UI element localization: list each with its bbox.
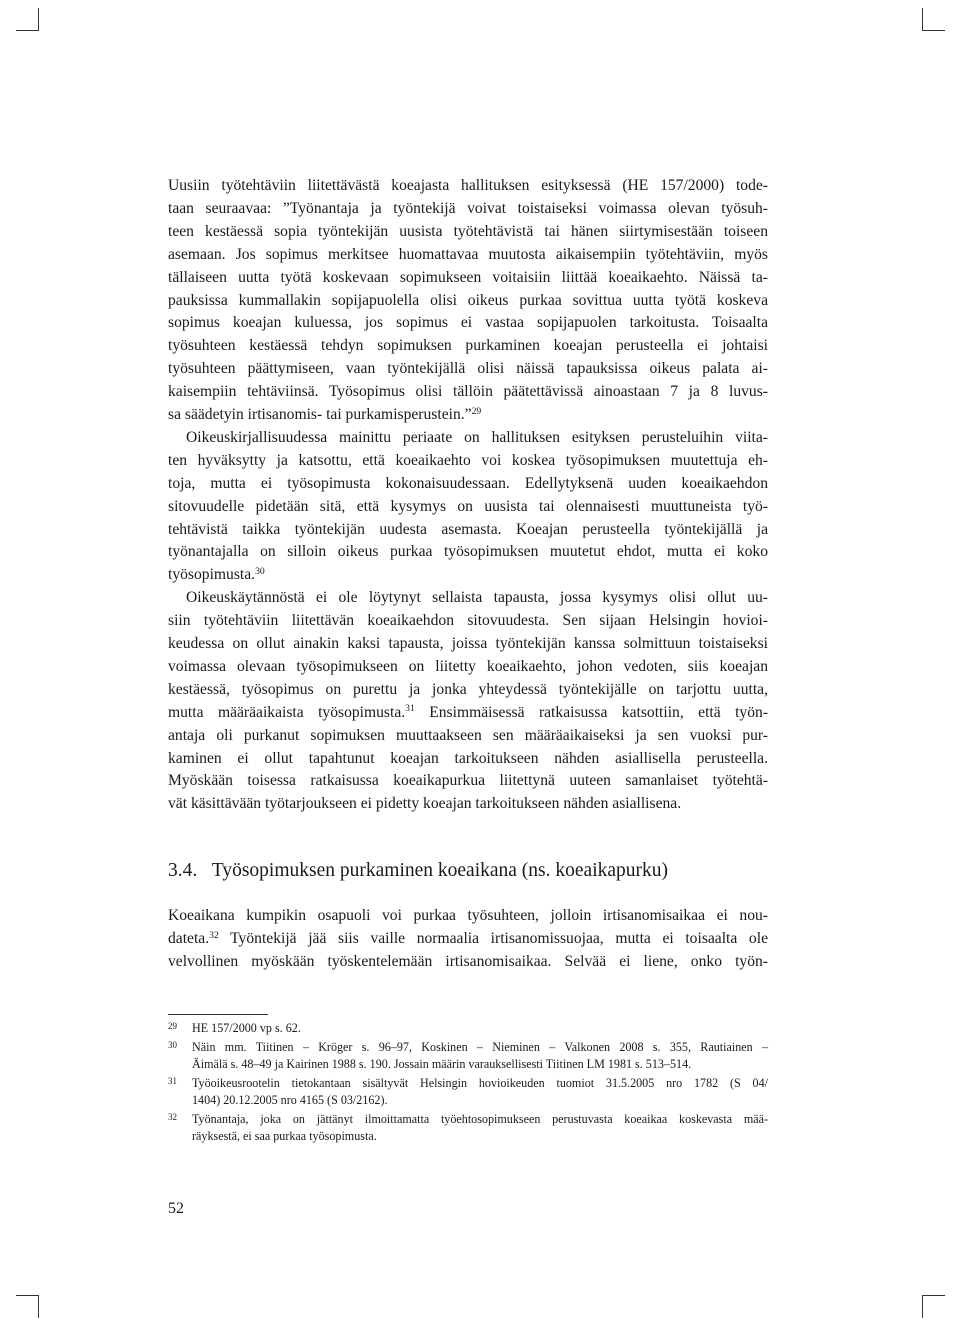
text-line-content: työsuhteen päättymiseen, vaan työntekijällä olisi näissä tapauksissa oikeus palata ai- xyxy=(168,360,768,378)
text-line-content: pauksissa kummallakin sopijapuolella olisi oikeus purkaa sovittua uutta työtä koskeva xyxy=(168,291,768,309)
text-line-content: Oikeuskirjallisuudessa mainittu periaate on hallituksen esityksen perusteluihin viita- xyxy=(186,428,768,446)
footnote-line: Näin mm. Tiitinen – Kröger s. 96–97, Koskinen – Nieminen – Valkonen 2008 s. 355, Rautiainen – xyxy=(192,1040,768,1054)
text-line-content: velvollinen myöskään työskentelemään irtisanomisaikaa. Selvää ei liene, onko työn- xyxy=(168,953,768,970)
footnote-line: 1404) 20.12.2005 nro 4165 (S 03/2162). xyxy=(192,1093,388,1107)
text-line xyxy=(168,381,768,403)
text-line xyxy=(168,175,768,197)
crop-mark-top-left xyxy=(16,8,39,31)
text-line-content: kaminen ei ollut tapahtunut koeajan tarkoitukseen nähden asiallisella perusteella. xyxy=(168,749,768,767)
text-line xyxy=(168,541,768,563)
text-line xyxy=(168,951,768,973)
text-line xyxy=(168,267,768,289)
text-line-content: tehtävistä taikka työntekijän uudesta asemasta. Koeajan perusteella työntekijällä ja xyxy=(168,520,768,538)
text-line-content: sa säädetyin irtisanomis- tai purkamisperustein.” xyxy=(168,406,472,423)
text-line-content: dateta. xyxy=(168,930,210,947)
text-line xyxy=(168,198,768,220)
text-line xyxy=(168,519,768,541)
text-line-content: Koeaikana kumpikin osapuoli voi purkaa työsuhteen, jolloin irtisanomisaikaa ei nou- xyxy=(168,907,768,924)
text-line xyxy=(168,221,768,243)
text-line-content: sitovuudelle pidetään sitä, että kysymys on uusista tai olennaisesti muuttuneista työ- xyxy=(168,497,768,515)
footnote-number: 32 xyxy=(168,1112,177,1122)
text-line-content: mutta määräaikaista työsopimusta. xyxy=(168,703,406,721)
footnote-ref: 30 xyxy=(255,565,265,577)
text-line xyxy=(168,358,768,380)
section-number: 3.4. xyxy=(168,860,198,881)
footnote-ref: 29 xyxy=(471,405,482,417)
text-line-content: työsuhteen kestäessä tehdyn sopimuksen purkaminen koeajan perusteella ei johtaisi xyxy=(168,337,768,355)
footnote-number: 29 xyxy=(168,1021,177,1031)
text-line xyxy=(168,610,768,632)
text-line xyxy=(168,473,768,495)
text-line xyxy=(168,905,768,927)
text-line-content: siin työtehtäviin liitettävän koeaikaehdon sitovuudesta. Sen sijaan Helsingin hovioi- xyxy=(168,612,768,630)
text-line xyxy=(168,748,768,770)
text-line xyxy=(186,587,768,609)
text-line xyxy=(168,770,768,792)
section-heading xyxy=(168,856,668,886)
text-line-content: teen kestäessä sopia työntekijän uusista työtehtävistä tai hänen siirtymisestään toiseen xyxy=(168,222,768,240)
text-line-content: toja, mutta ei työsopimusta kokonaisuudessaan. Edellytyksenä uuden koeaikaehdon xyxy=(168,474,768,492)
text-line-content: keudessa on ollut ainakin kaksi tapausta, joissa työntekijän kanssa solmittuun toistaiseksi xyxy=(168,635,768,652)
text-line xyxy=(168,679,768,701)
text-line-continuation: Ensimmäisessä ratkaisussa katsottiin, että työn- xyxy=(414,703,769,721)
footnote-separator xyxy=(168,1014,268,1015)
text-line xyxy=(168,928,768,950)
text-line xyxy=(168,656,768,678)
text-line-content: Uusiin työtehtäviin liitettävästä koeajasta hallituksen esityksessä (HE 157/2000) tode- xyxy=(168,177,768,194)
footnote-line: räyksestä, ei saa purkaa työsopimusta. xyxy=(192,1129,377,1143)
text-line xyxy=(168,496,768,518)
footnote-number: 31 xyxy=(168,1076,177,1086)
footnote-ref: 31 xyxy=(405,703,415,715)
text-line-content: Oikeuskäytännöstä ei ole löytynyt sellaista tapausta, jossa kysymys olisi ollut uu- xyxy=(186,589,768,607)
text-line-content: sopimus koeajan kuluessa, jos sopimus ei vastaa sopijapuolen tarkoitusta. Toisaalta xyxy=(168,314,768,332)
text-line-content: kestäessä, työsopimus on purettu ja jonka yhteydessä työntekijälle on tarjottu uutta, xyxy=(168,680,768,698)
text-line xyxy=(168,564,768,586)
text-line-content: työnantajalla on silloin oikeus purkaa työsopimuksen muutetut ehdot, mutta ei koko xyxy=(168,543,768,561)
text-line xyxy=(168,244,768,266)
text-line xyxy=(168,335,768,357)
crop-mark-bottom-left xyxy=(16,1295,39,1318)
text-line-content: voimassa olevaan työsopimukseen on liitetty koeaikaehto, johon vedoten, siis koeajan xyxy=(168,657,768,675)
footnote-ref: 32 xyxy=(209,929,219,941)
footnote-line: Työoikeusrootelin tietokantaan sisältyvät Helsingin hovioikeuden tuomiot 31.5.2005 nro 1782 (S 04/ xyxy=(192,1076,768,1090)
text-line-content: kaisempiin tehtäviinsä. Työsopimus olisi tällöin päätettävissä ainoastaan 7 ja 8 luvus- xyxy=(168,383,768,401)
text-line-content: tällaiseen uutta työtä koskevaan sopimukseen voitaisiin liittää koeaikaehto. Näissä ta- xyxy=(168,268,768,286)
text-line xyxy=(168,290,768,312)
text-line-content: vät käsittävään työtarjoukseen ei pidetty koeajan tarkoitukseen nähden asiallisena. xyxy=(168,795,682,813)
text-line-continuation: Työntekijä jää siis vaille normaalia irtisanomissuojaa, mutta ei toisaalta ole xyxy=(218,930,768,947)
text-line xyxy=(168,725,768,747)
text-line-content: asemaan. Jos sopimus merkitsee huomattavaa muutosta aikaisempiin työtehtäviin, myös xyxy=(168,245,768,263)
text-line-content: taan seuraavaa: ”Työnantaja ja työntekijä voivat toistaiseksi voimassa olevan työsuh- xyxy=(168,199,768,217)
text-line xyxy=(168,312,768,334)
text-line-content: työsopimusta. xyxy=(168,566,256,584)
text-line xyxy=(168,450,768,472)
page-number: 52 xyxy=(168,1200,184,1217)
text-line xyxy=(186,427,768,449)
crop-mark-top-right xyxy=(922,8,945,31)
text-line xyxy=(168,633,768,655)
footnote-line: HE 157/2000 vp s. 62. xyxy=(192,1021,301,1035)
footnote-line: Työnantaja, joka on jättänyt ilmoittamatta työehtosopimukseen perustuvasta koeaikaa koskevasta mää- xyxy=(192,1112,768,1126)
text-line xyxy=(168,404,768,426)
footnote-line: Äimälä s. 48–49 ja Kairinen 1988 s. 190. Jossain määrin varauksellisesti Tiitinen LM 1981 s. 513–514. xyxy=(192,1057,692,1071)
text-line-content: Myöskään toisessa ratkaisussa koeaikapurkua liitettynä uuteen samanlaiset työtehtä- xyxy=(168,772,768,790)
text-line-content: ten hyväksytty ja katsottu, että koeaikaehto voi koskea työsopimuksen muutettuja eh- xyxy=(168,451,768,469)
text-line-content: antaja oli purkanut sopimuksen muuttaakseen sen määräaikaiseksi ja sen vuoksi pur- xyxy=(168,726,768,744)
crop-mark-bottom-right xyxy=(922,1295,945,1318)
footnote-number: 30 xyxy=(168,1040,177,1050)
text-line xyxy=(168,702,768,724)
section-title: Työsopimuksen purkaminen koeaikana (ns. koeaikapurku) xyxy=(211,860,669,881)
text-line xyxy=(168,793,768,815)
